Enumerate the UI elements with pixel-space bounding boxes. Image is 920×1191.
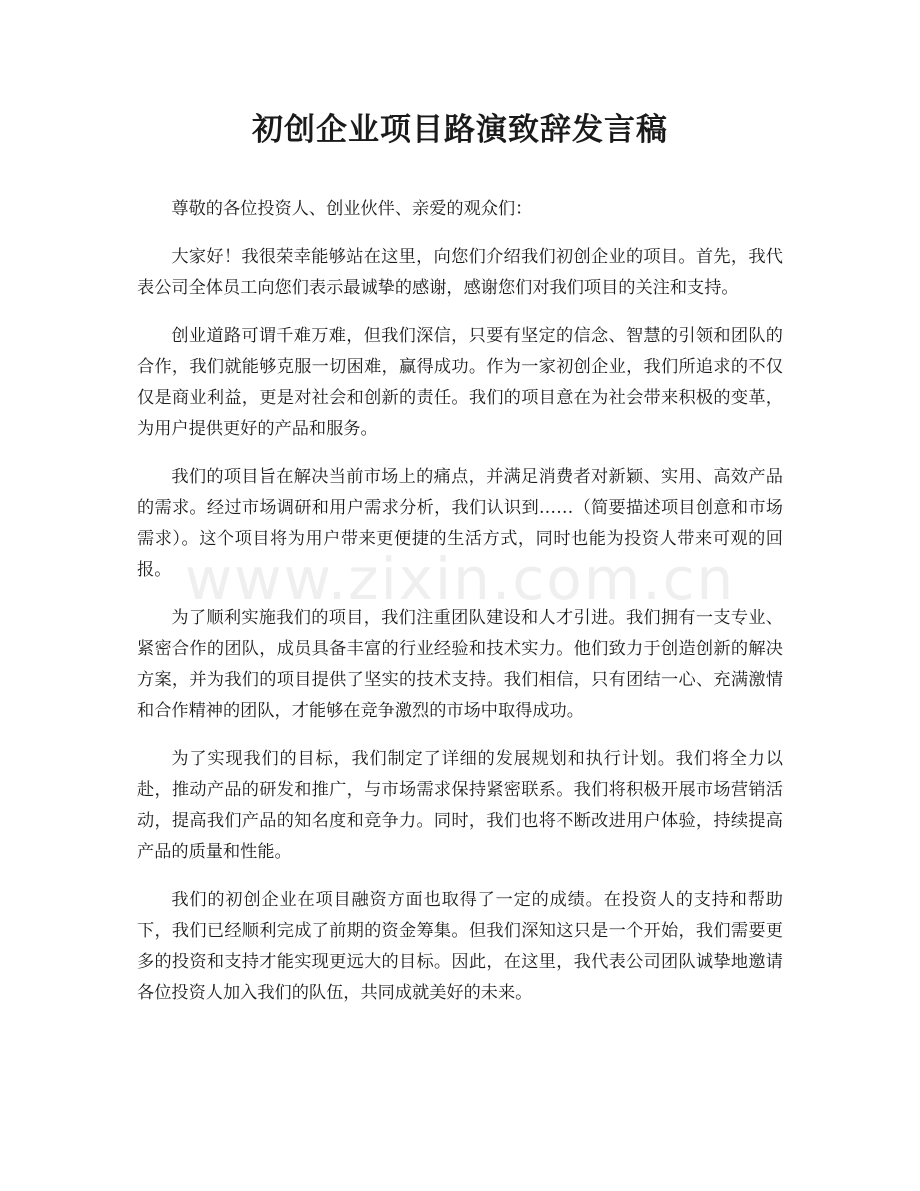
paragraph-2: 创业道路可谓千难万难，但我们深信，只要有坚定的信念、智慧的引领和团队的合作，我们就能够克服一切困难，赢得成功。作为一家初创企业，我们所追求的不仅仅是商业利益，更是对社会和创新的责任。我们的项目意在为社会带来积极的变革，为用户提供更好的产品和服务。 xyxy=(137,326,783,439)
paragraph-3: 我们的项目旨在解决当前市场上的痛点，并满足消费者对新颖、实用、高效产品的需求。经过市场调研和用户需求分析，我们认识到……（简要描述项目创意和市场需求）。这个项目将为用户带来更便捷的生活方式，同时也能为投资人带来可观的回报。 xyxy=(137,467,783,580)
paragraph-5: 为了实现我们的目标，我们制定了详细的发展规划和执行计划。我们将全力以赴，推动产品的研发和推广，与市场需求保持紧密联系。我们将积极开展市场营销活动，提高我们产品的知名度和竞争力。同时，我们也将不断改进用户体验，持续提高产品的质量和性能。 xyxy=(137,749,783,862)
paragraph-4: 为了顺利实施我们的项目，我们注重团队建设和人才引进。我们拥有一支专业、紧密合作的团队，成员具备丰富的行业经验和技术实力。他们致力于创造创新的解决方案，并为我们的项目提供了坚实的技术支持。我们相信，只有团结一心、充满激情和合作精神的团队，才能够在竞争激烈的市场中取得成功。 xyxy=(137,608,783,721)
greeting-line: 尊敬的各位投资人、创业伙伴、亲爱的观众们： xyxy=(171,199,533,219)
paragraph-6: 我们的初创企业在项目融资方面也取得了一定的成绩。在投资人的支持和帮助下，我们已经顺利完成了前期的资金筹集。但我们深知这只是一个开始，我们需要更多的投资和支持才能实现更远大的目标。因此，在这里，我代表公司团队诚挚地邀请各位投资人加入我们的队伍，共同成就美好的未来。 xyxy=(137,890,783,1003)
watermark-text: www.zixin.com.cn xyxy=(184,545,736,613)
paragraph-1: 大家好！我很荣幸能够站在这里，向您们介绍我们初创企业的项目。首先，我代表公司全体员工向您们表示最诚挚的感谢，感谢您们对我们项目的关注和支持。 xyxy=(137,247,783,298)
document-title: 初创企业项目路演致辞发言稿 xyxy=(252,112,668,148)
